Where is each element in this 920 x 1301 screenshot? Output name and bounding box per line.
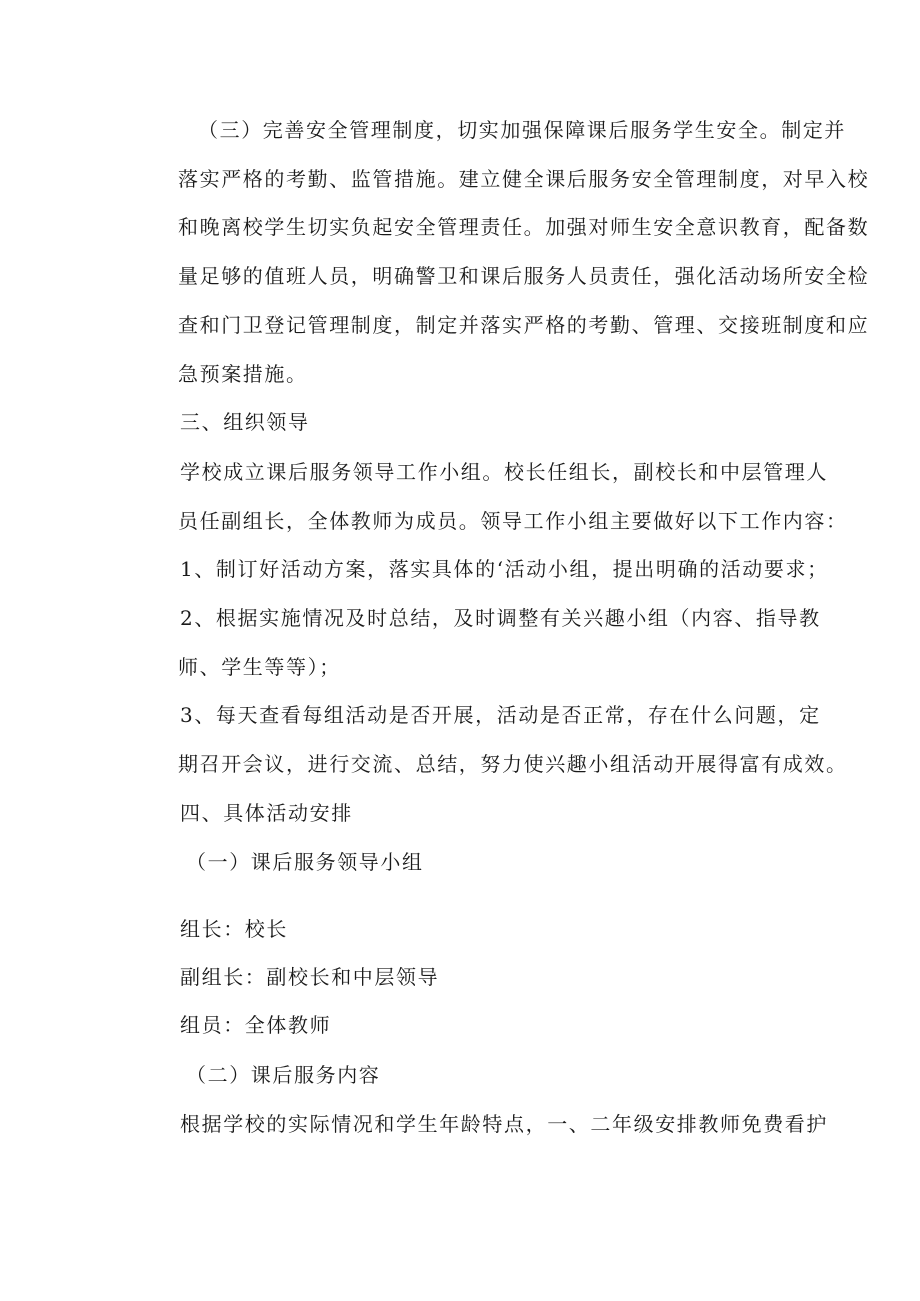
- paragraph-line: 和晚离校学生切实负起安全管理责任。加强对师生安全意识教育，配备数: [178, 215, 870, 240]
- list-item: 1、制订好活动方案，落实具体的‘活动小组，提出明确的活动要求；: [180, 557, 829, 581]
- content-paragraph: [180, 1100, 828, 1149]
- subsection-heading: （二）课后服务内容: [186, 1063, 381, 1087]
- organization-intro: [178, 448, 848, 545]
- heading-activity: [180, 789, 790, 838]
- group-leader: [180, 905, 790, 954]
- paragraph-line: 员任副组长，全体教师为成员。领导工作小组主要做好以下工作内容：: [178, 508, 848, 533]
- paragraph-line: 落实严格的考勤、监管措施。建立健全课后服务安全管理制度，对早入校: [178, 166, 870, 191]
- section-heading: 三、组织领导: [180, 410, 310, 434]
- heading-organization: [180, 398, 790, 447]
- subheading-content: [180, 1051, 790, 1100]
- paragraph-line: 期召开会议，进行交流、总结，努力使兴趣小组活动开展得富有成效。: [178, 751, 848, 776]
- paragraph-line: 查和门卫登记管理制度，制定并落实严格的考勤、管理、交接班制度和应: [178, 312, 870, 337]
- safety-paragraph: [178, 106, 870, 398]
- paragraph-line: 师、学生等等）；: [178, 654, 341, 679]
- subheading-group: [180, 838, 790, 887]
- paragraph-line: 学校成立课后服务领导工作小组。校长任组长，副校长和中层管理人: [180, 460, 828, 484]
- list-item-3: [178, 691, 848, 788]
- group-vice-leader: [180, 953, 790, 1002]
- subsection-heading: （一）课后服务领导小组: [186, 850, 424, 874]
- vice-leader-line: 副组长：副校长和中层领导: [180, 965, 440, 989]
- list-item-2: [178, 594, 821, 691]
- paragraph-line: 量足够的值班人员，明确警卫和课后服务人员责任，强化活动场所安全检: [178, 264, 870, 289]
- section-heading: 四、具体活动安排: [180, 801, 353, 825]
- members-line: 组员：全体教师: [180, 1013, 332, 1037]
- paragraph-line: 3、每天查看每组活动是否开展，活动是否正常，存在什么问题，定: [180, 703, 821, 727]
- leader-line: 组长：校长: [180, 917, 288, 941]
- list-item-1: [180, 545, 829, 594]
- paragraph-line: （三）完善安全管理制度，切实加强保障课后服务学生安全。制定并: [198, 118, 846, 142]
- group-members: [180, 1001, 790, 1050]
- paragraph-line: 根据学校的实际情况和学生年龄特点，一、二年级安排教师免费看护: [180, 1112, 828, 1136]
- paragraph-line: 急预案措施。: [178, 361, 308, 386]
- paragraph-line: 2、根据实施情况及时总结，及时调整有关兴趣小组（内容、指导教: [180, 606, 821, 630]
